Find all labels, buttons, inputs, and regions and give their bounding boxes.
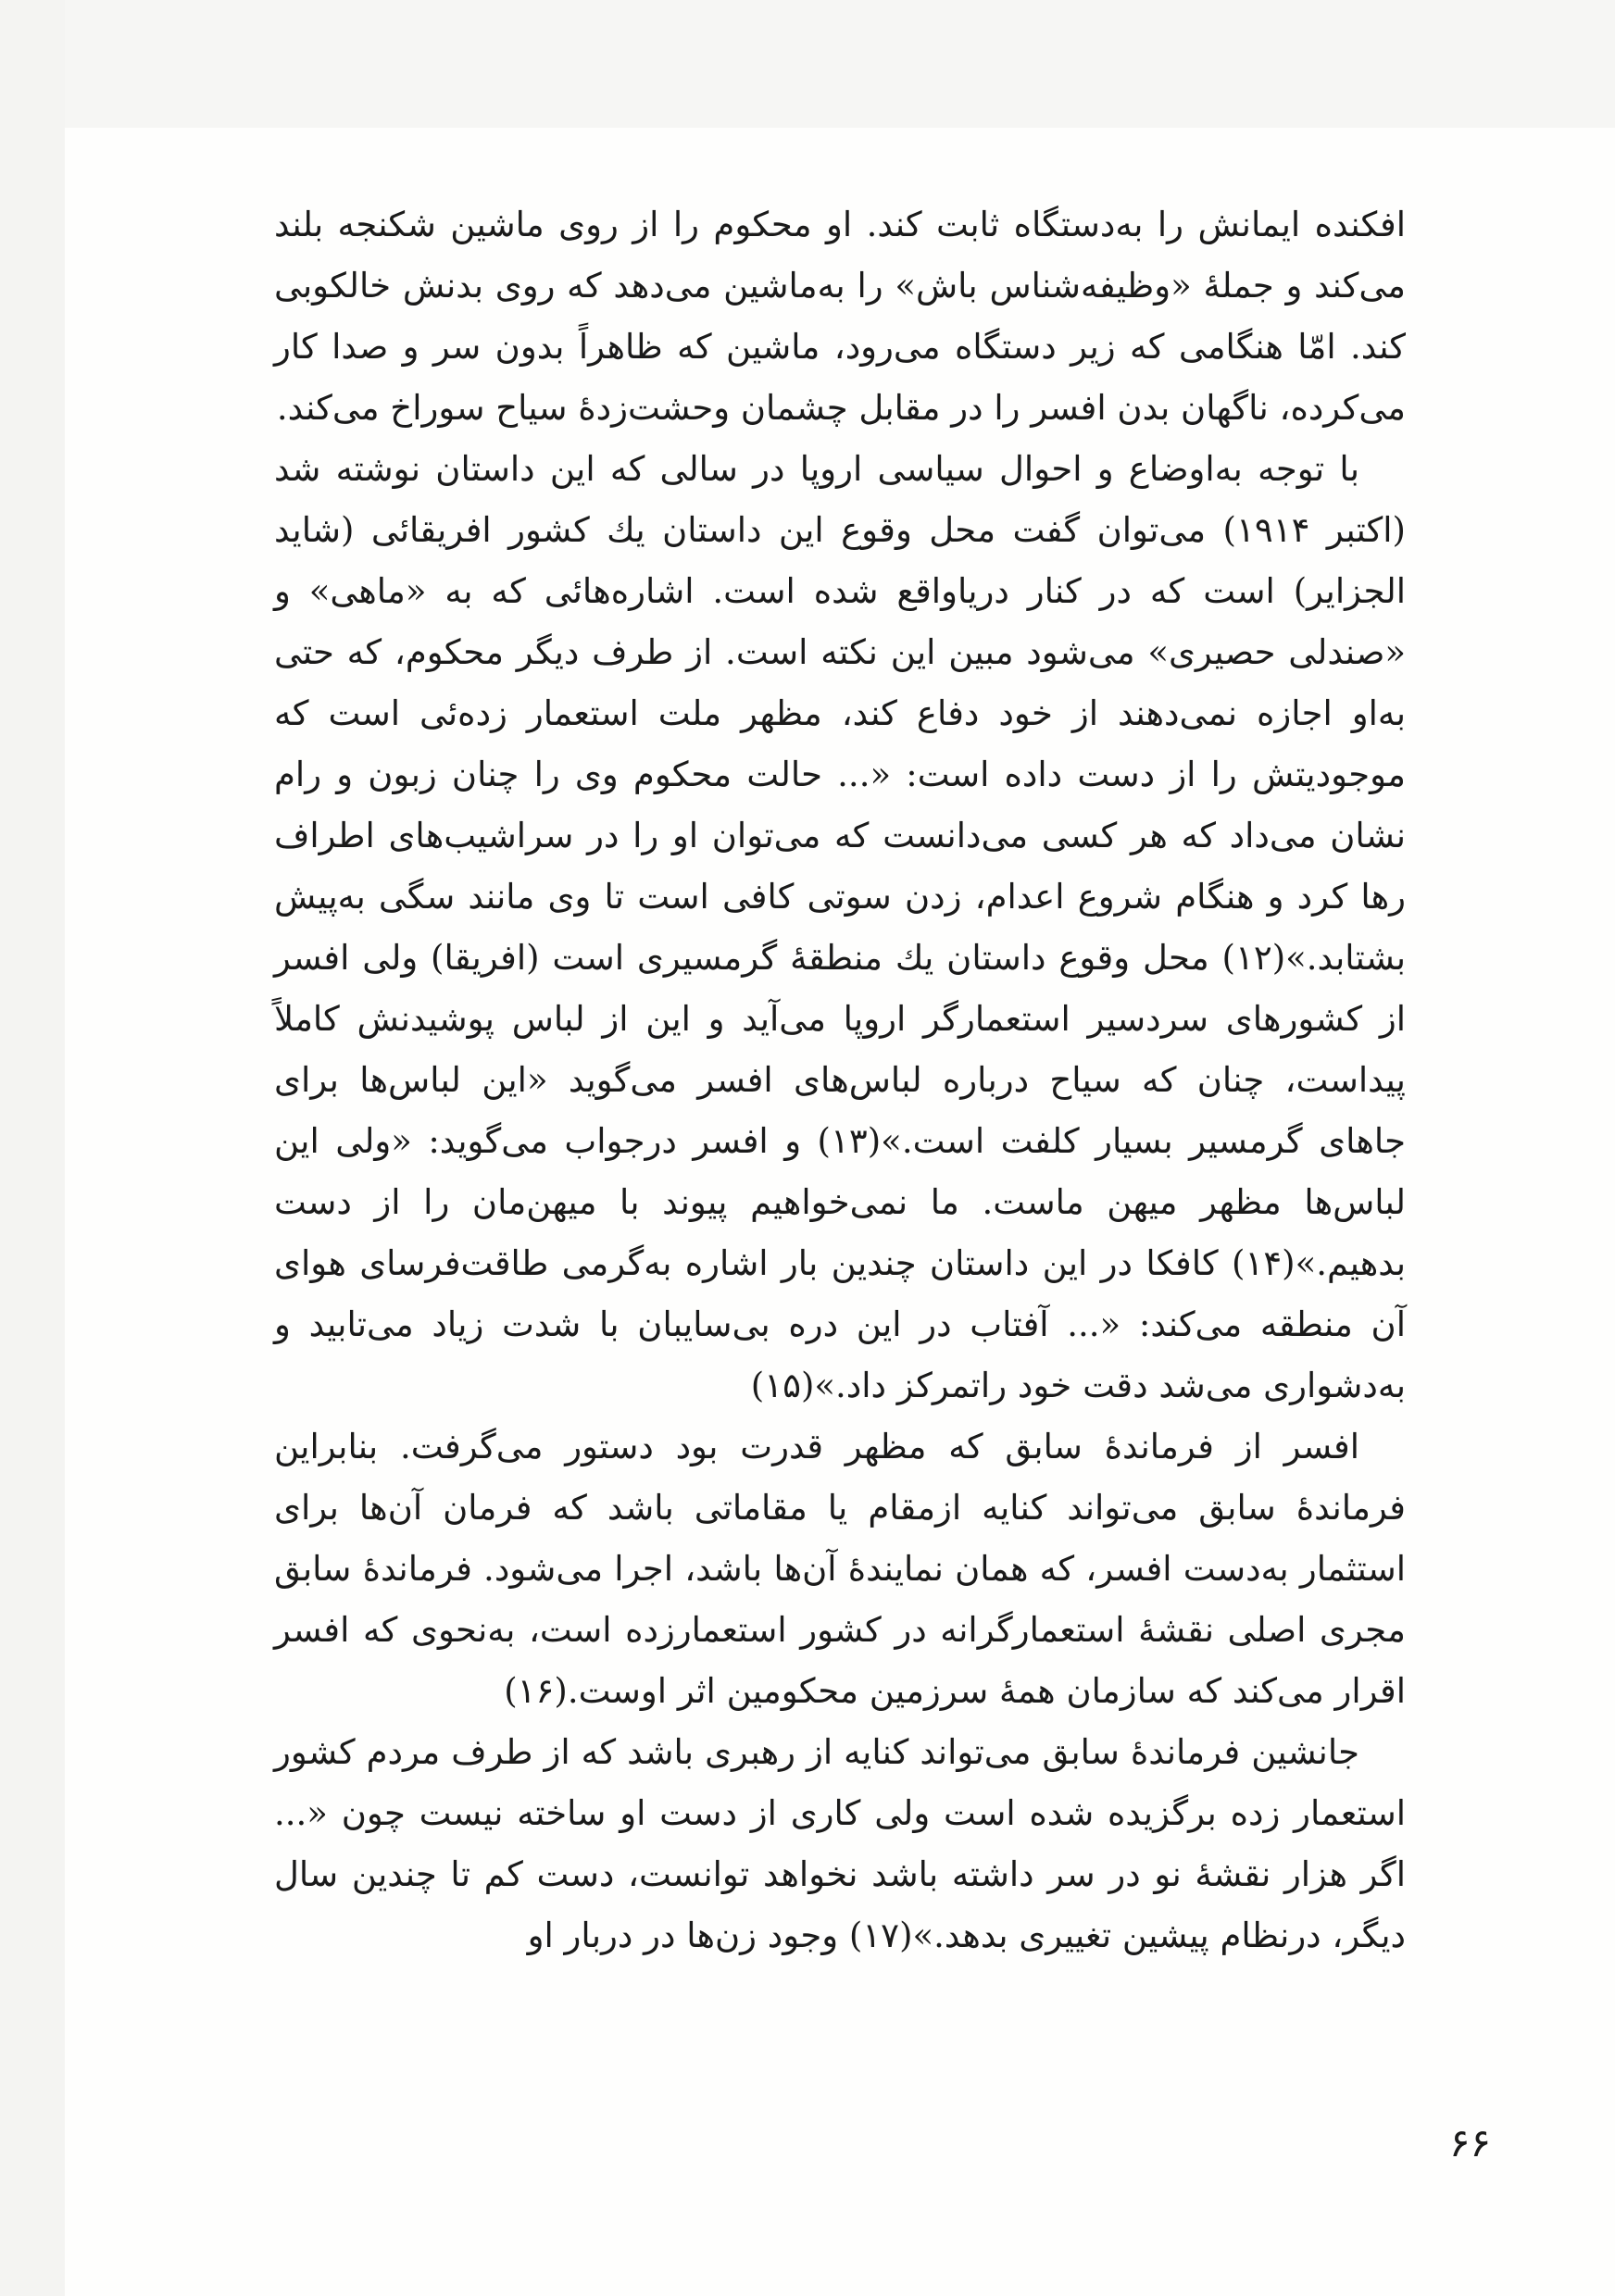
page-number: ۶۶ [1449,2120,1492,2165]
paragraph-3: افسر از فرماندهٔ سابق که مظهر قدرت بود دستور می‌گرفت. بنابراین فرماندهٔ سابق می‌تواند کنایه ازمقام یا مقاماتی باشد که فرمان آن‌ها برای استثمار به‌دست افسر، که همان نمایندهٔ آن‌ها باشد، اجرا می‌شود. فرماندهٔ سابق مجری اصلی نقشهٔ استعمارگرانه در کشور استعمارزده است، به‌نحوی که افسر اقرار می‌کند که سازمان همهٔ سرزمین محکومین اثر اوست.(۱۶) [274,1427,1406,1711]
paragraph-2: با توجه به‌اوضاع و احوال سیاسی اروپا در سالی که این داستان نوشته شد (اکتبر ۱۹۱۴) می‌توان گفت محل وقوع این داستان یك کشور افریقائی (شاید الجزایر) است که در کنار دریاواقع شده است. اشاره‌هائی که به «ماهی» و «صندلی حصیری» می‌شود مبین این نکته است. از طرف دیگر محکوم، که حتی به‌او اجازه نمی‌دهند از خود دفاع کند، مظهر ملت استعمار زده‌ئی است که موجودیتش را از دست داده است: «... حالت محکوم وی را چنان زبون و رام نشان می‌داد که هر کسی می‌دانست که می‌توان او را در سراشیب‌های اطراف رها کرد و هنگام شروع اعدام، زدن سوتی کافی است تا وی مانند سگی به‌پیش بشتابد.»(۱۲) محل وقوع داستان یك منطقهٔ گرمسیری است (افریقا) ولی افسر از کشورهای سردسیر استعمارگر اروپا می‌آید و این از لباس پوشیدنش کاملاً پیداست، چنان که سیاح درباره لباس‌های افسر می‌گوید «این لباس‌ها برای جاهای گرمسیر بسیار کلفت است.»(۱۳) و افسر درجواب می‌گوید: «ولی این لباس‌ها مظهر میهن ماست. ما نمی‌خواهیم پیوند با میهن‌مان را از دست بدهیم.»(۱۴) کافکا در این داستان چندین بار اشاره به‌گرمی طاقت‌فرسای هوای آن منطقه می‌کند: «... آفتاب در این دره بی‌سایبان با شدت زیاد می‌تابید و به‌دشواری می‌شد دقت خود راتمرکز داد.»(۱۵) [274,449,1406,1405]
body-text [274,194,1406,1966]
paragraph-1: افکنده ایمانش را به‌دستگاه ثابت کند. او محکوم را از روی ماشین شکنجه بلند می‌کند و جملهٔ «وظیفه‌شناس باش» را به‌ماشین می‌دهد که روی بدنش خالکوبی کند. امّا هنگامی که زیر دستگاه می‌رود، ماشین که ظاهراً بدون سر و صدا کار می‌کرده، ناگهان بدن افسر را در مقابل چشمان وحشت‌زدهٔ سیاح سوراخ می‌کند. [274,205,1406,428]
paragraph-4: جانشین فرماندهٔ سابق می‌تواند کنایه از رهبری باشد که از طرف مردم کشور استعمار زده برگزیده شده است ولی کاری از دست او ساخته نیست چون «... اگر هزار نقشهٔ نو در سر داشته باشد نخواهد توانست، دست کم تا چندین سال دیگر، درنظام پیشین تغییری بدهد.»(۱۷) وجود زن‌ها در دربار او [274,1732,1406,1955]
scan-background-left [0,0,65,2296]
scan-background-top [0,0,1615,128]
